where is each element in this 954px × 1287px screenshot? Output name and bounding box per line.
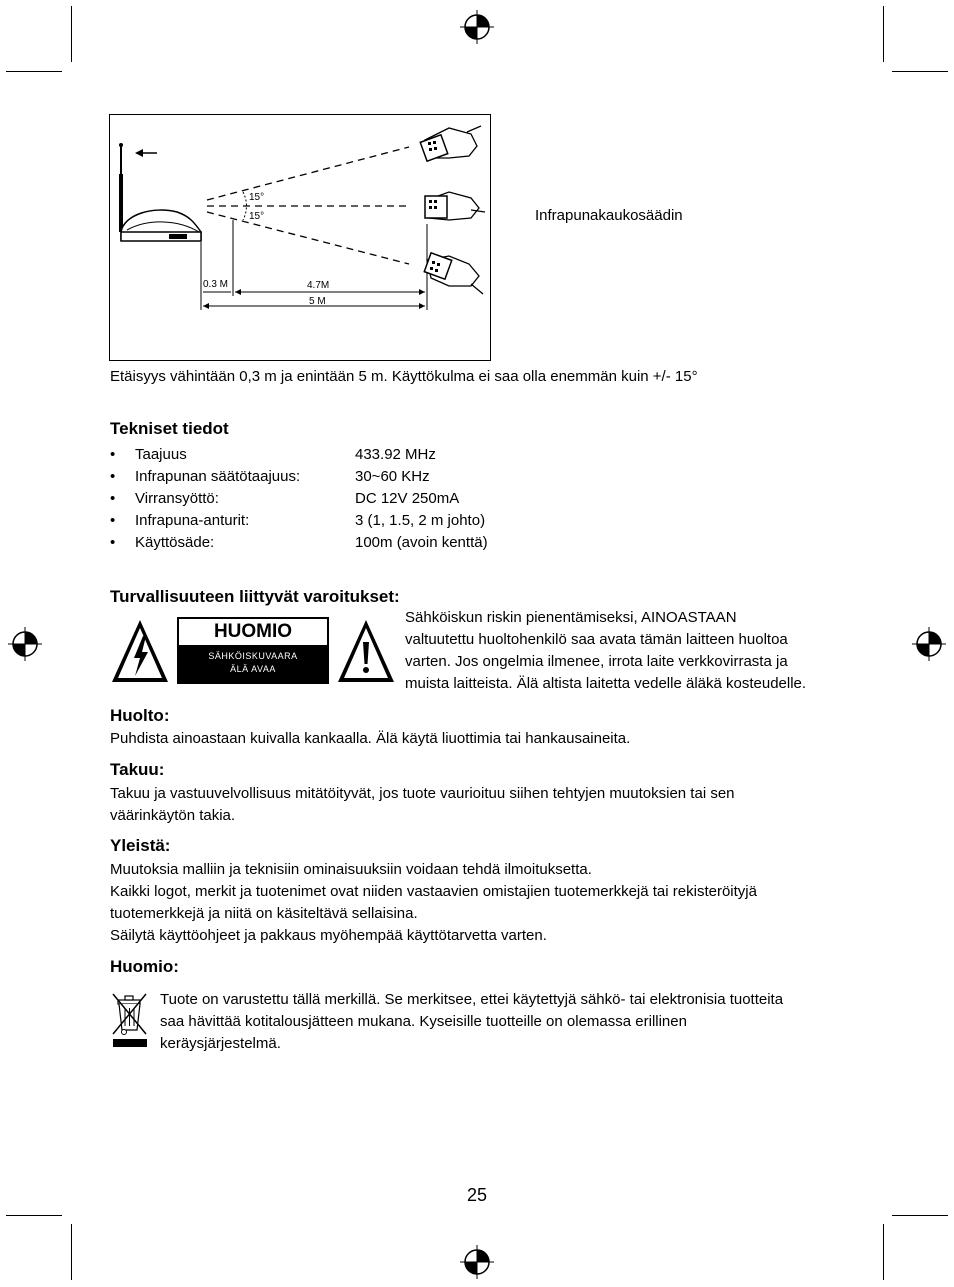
caution-badge [177,617,329,684]
spec-value: 100m (avoin kenttä) [355,534,488,551]
lightning-warning-icon [110,618,170,684]
general-line: Säilytä käyttöohjeet ja pakkaus myöhempää käyttötarvetta varten. [110,927,547,944]
spec-row [110,532,530,554]
bullet: • [110,512,116,529]
spec-value: 3 (1, 1.5, 2 m johto) [355,512,486,529]
safety-line: Sähköiskun riskin pienentämiseksi, AINOASTAAN [405,609,737,626]
warranty-line: väärinkäytön takia. [110,807,236,824]
range-diagram [109,114,491,361]
note-line: saa hävittää kotitalousjätteen mukana. Kyseisille tuotteille on olemassa erillinen [160,1013,687,1030]
crop-mark [892,1215,948,1216]
caution-badge-title: HUOMIO [179,619,327,645]
caution-badge-line1: SÄHKÖISKUVAARA [208,651,298,661]
note-heading: Huomio: [110,957,179,976]
registration-mark-icon [912,627,946,661]
warranty-text [110,783,735,827]
maintenance-text: Puhdista ainoastaan kuivalla kankaalla. Älä käytä liuottimia tai hankausaineita. [110,730,631,747]
crop-mark [883,6,884,62]
registration-mark-icon [460,1245,494,1279]
crop-mark [6,1215,62,1216]
crop-mark [71,1224,72,1280]
spec-row [110,444,530,466]
warranty-heading: Takuu: [110,760,165,779]
spec-value: DC 12V 250mA [355,490,460,507]
distance-total-label: 5 M [309,296,326,307]
registration-mark-icon [460,10,494,44]
crop-mark [892,71,948,72]
caution-badge-line2: ÄLÄ AVAA [230,664,276,674]
maintenance-heading: Huolto: [110,706,170,725]
spec-label: Infrapunan säätötaajuus: [135,468,301,485]
note-line: Tuote on varustettu tällä merkillä. Se merkitsee, ettei käytettyjä sähkö- tai elektronisia tuotteita [160,991,784,1008]
general-line: Muutoksia malliin ja teknisiin ominaisuuksiin voidaan tehdä ilmoituksetta. [110,861,592,878]
specs-heading: Tekniset tiedot [110,419,229,438]
safety-line: valtuutettu huoltohenkilö saa avata tämän laitteen huoltoa [405,631,788,648]
crop-mark [6,71,62,72]
spec-row [110,510,530,532]
general-line: Kaikki logot, merkit ja tuotenimet ovat niiden vastaavien omistajien tuotemerkkejä tai rekisteröityjä [110,883,757,900]
note-text [160,989,783,1055]
general-line: tuotemerkkejä ja niitä on käsiteltävä sellaisina. [110,905,418,922]
registration-mark-icon [8,627,42,661]
angle-label-upper: 15° [249,192,265,203]
general-heading: Yleistä: [110,836,171,855]
figure-side-label: Infrapunakaukosäädin [535,207,683,224]
bullet: • [110,534,116,551]
weee-bin-icon [110,990,150,1050]
angle-label-lower: 15° [249,211,265,222]
spec-label: Virransyöttö: [135,490,219,507]
crop-mark [71,6,72,62]
spec-value: 30~60 KHz [355,468,430,485]
general-text [110,859,757,947]
bullet: • [110,446,116,463]
page-number: 25 [466,1185,488,1205]
spec-label: Infrapuna-anturit: [135,512,250,529]
crop-mark [883,1224,884,1280]
spec-row [110,488,530,510]
note-line: keräysjärjestelmä. [160,1035,281,1052]
safety-line: muista laitteista. Älä altista laitetta vedelle äläkä kosteudelle. [405,675,807,692]
warranty-line: Takuu ja vastuuvelvollisuus mitätöityvät, jos tuote vaurioituu siihen tehtyjen muutoksien tai sen [110,785,735,802]
spec-row [110,466,530,488]
safety-line: varten. Jos ongelmia ilmenee, irrota laite verkkovirrasta ja [405,653,788,670]
exclamation-warning-icon [336,618,396,684]
bullet: • [110,468,116,485]
distance-min-label: 0.3 M [203,279,229,290]
safety-text [405,607,806,695]
spec-value: 433.92 MHz [355,446,436,463]
safety-heading: Turvallisuuteen liittyvät varoitukset: [110,587,400,606]
distance-mid-label: 4.7M [307,280,330,291]
spec-label: Taajuus [135,446,187,463]
figure-caption: Etäisyys vähintään 0,3 m ja enintään 5 m. Käyttökulma ei saa olla enemmän kuin +/- 15° [110,368,698,385]
spec-label: Käyttösäde: [135,534,215,551]
bullet: • [110,490,116,507]
